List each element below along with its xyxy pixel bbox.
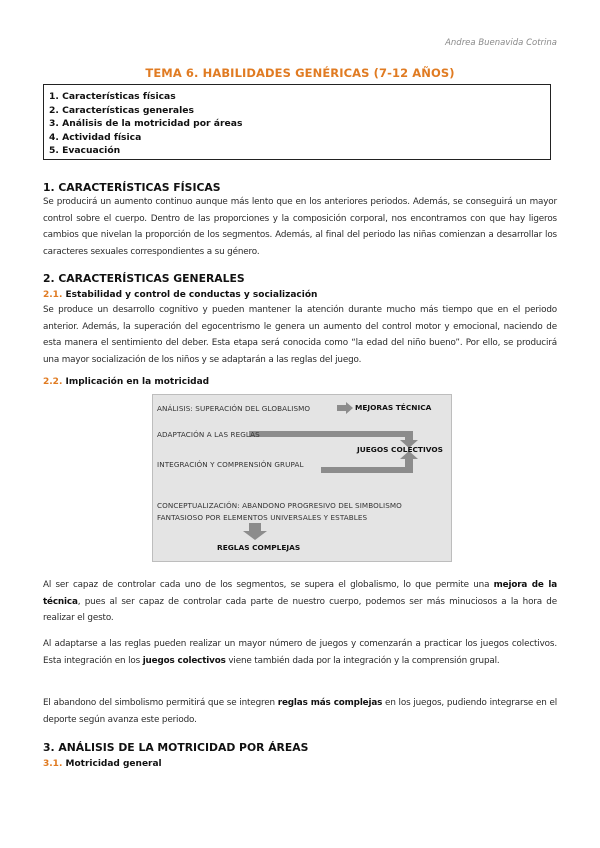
- diagram-result: JUEGOS COLECTIVOS: [357, 445, 443, 454]
- subsection-2-1-heading: [43, 290, 317, 300]
- subsection-title: Motricidad general: [65, 759, 162, 769]
- subsection-title: Implicación en la motricidad: [65, 377, 210, 387]
- text: en los juegos, pudiendo integrarse en el deporte según avanza este periodo.: [43, 698, 558, 725]
- section-1-heading: 1. CARACTERÍSTICAS FÍSICAS: [43, 181, 221, 194]
- subsection-2-1-paragraph: Se produce un desarrollo cognitivo y pueden mantener la atención durante mucho más tiempo que en el periodo anterior. Además, la superación del egocentrismo le genera un aumento del control motor y emocional, naciendo de esta manera el sentimiento del deber. Esta etapa será conocida como “la edad del niño bueno”. Por ello, se producirá una mayor socialización de los niños y se adaptarán a las reglas del juego.: [43, 305, 557, 365]
- motricity-diagram: [152, 394, 452, 562]
- paragraph-complex-rules: [43, 695, 557, 728]
- section-3-heading: 3. ANÁLISIS DE LA MOTRICIDAD POR ÁREAS: [43, 741, 309, 754]
- subsection-title: Estabilidad y control de conductas y socialización: [65, 290, 318, 300]
- paragraph-technique: [43, 577, 557, 627]
- subsection-3-1-heading: [43, 759, 162, 769]
- subsection-number: 3.1.: [43, 759, 63, 769]
- arrow-right-icon: [337, 402, 353, 414]
- diagram-label: ADAPTACIÓN A LAS REGLAS: [157, 430, 260, 439]
- diagram-result: MEJORAS TÉCNICA: [355, 403, 432, 412]
- toc-item[interactable]: 1. Características físicas: [49, 91, 176, 102]
- arrow-down-icon: [243, 523, 267, 540]
- diagram-label: FANTASIOSO POR ELEMENTOS UNIVERSALES Y ESTABLES: [157, 513, 368, 522]
- bold-text: juegos colectivos: [142, 655, 226, 666]
- text: , pues al ser capaz de controlar cada parte de nuestro cuerpo, podemos ser más minuciosos a la hora de realizar el gesto.: [43, 596, 557, 623]
- bold-text: reglas más complejas: [277, 698, 383, 708]
- text: Al adaptarse a las reglas pueden realizar un mayor número de juegos y comenzarán a practicar los juegos colectivos. Esta integración en los: [43, 639, 557, 666]
- text: viene también dada por la integración y la comprensión grupal.: [225, 655, 500, 666]
- toc-item[interactable]: 5. Evacuación: [49, 145, 121, 157]
- diagram-result: REGLAS COMPLEJAS: [217, 543, 301, 552]
- subsection-number: 2.2.: [43, 377, 63, 387]
- paragraph-collective-games: [43, 636, 557, 669]
- document-author: Andrea Buenavida Cotrina: [445, 38, 557, 48]
- subsection-number: 2.1.: [43, 290, 63, 300]
- diagram-label: CONCEPTUALIZACIÓN: ABANDONO PROGRESIVO DEL SIMBOLISMO: [157, 501, 402, 510]
- bold-text: mejora de la técnica: [43, 580, 557, 607]
- toc-item[interactable]: 3. Análisis de la motricidad por áreas: [49, 118, 243, 130]
- section-2-heading: 2. CARACTERÍSTICAS GENERALES: [43, 272, 245, 285]
- diagram-label: INTEGRACIÓN Y COMPRENSIÓN GRUPAL: [157, 460, 304, 469]
- arrow-up-icon: [321, 451, 418, 473]
- table-of-contents: [43, 84, 551, 160]
- subsection-2-2-heading: [43, 377, 209, 387]
- toc-item[interactable]: 4. Actividad física: [49, 131, 142, 143]
- toc-item[interactable]: 2. Características generales: [49, 104, 194, 116]
- diagram-arrows: [153, 395, 453, 563]
- diagram-label: ANÁLISIS: SUPERACIÓN DEL GLOBALISMO: [157, 404, 311, 413]
- text: Al ser capaz de controlar cada uno de los segmentos, se supera el globalismo, lo que permite una: [43, 580, 494, 590]
- section-1-paragraph: Se producirá un aumento continuo aunque más lento que en los anteriores periodos. Además, se conseguirá un mayor control sobre el cuerpo. Dentro de las proporciones y la composición corporal, nos encontramos con que hay ligeros cambios que nivelan la proporción de los segmentos. Además, al final del periodo las niñas comienzan a desarrollar los caracteres sexuales correspondientes a su género.: [43, 197, 557, 257]
- document-title: TEMA 6. HABILIDADES GENÉRICAS (7-12 AÑOS): [145, 66, 455, 80]
- text: El abandono del simbolismo permitirá que se integren: [43, 698, 278, 708]
